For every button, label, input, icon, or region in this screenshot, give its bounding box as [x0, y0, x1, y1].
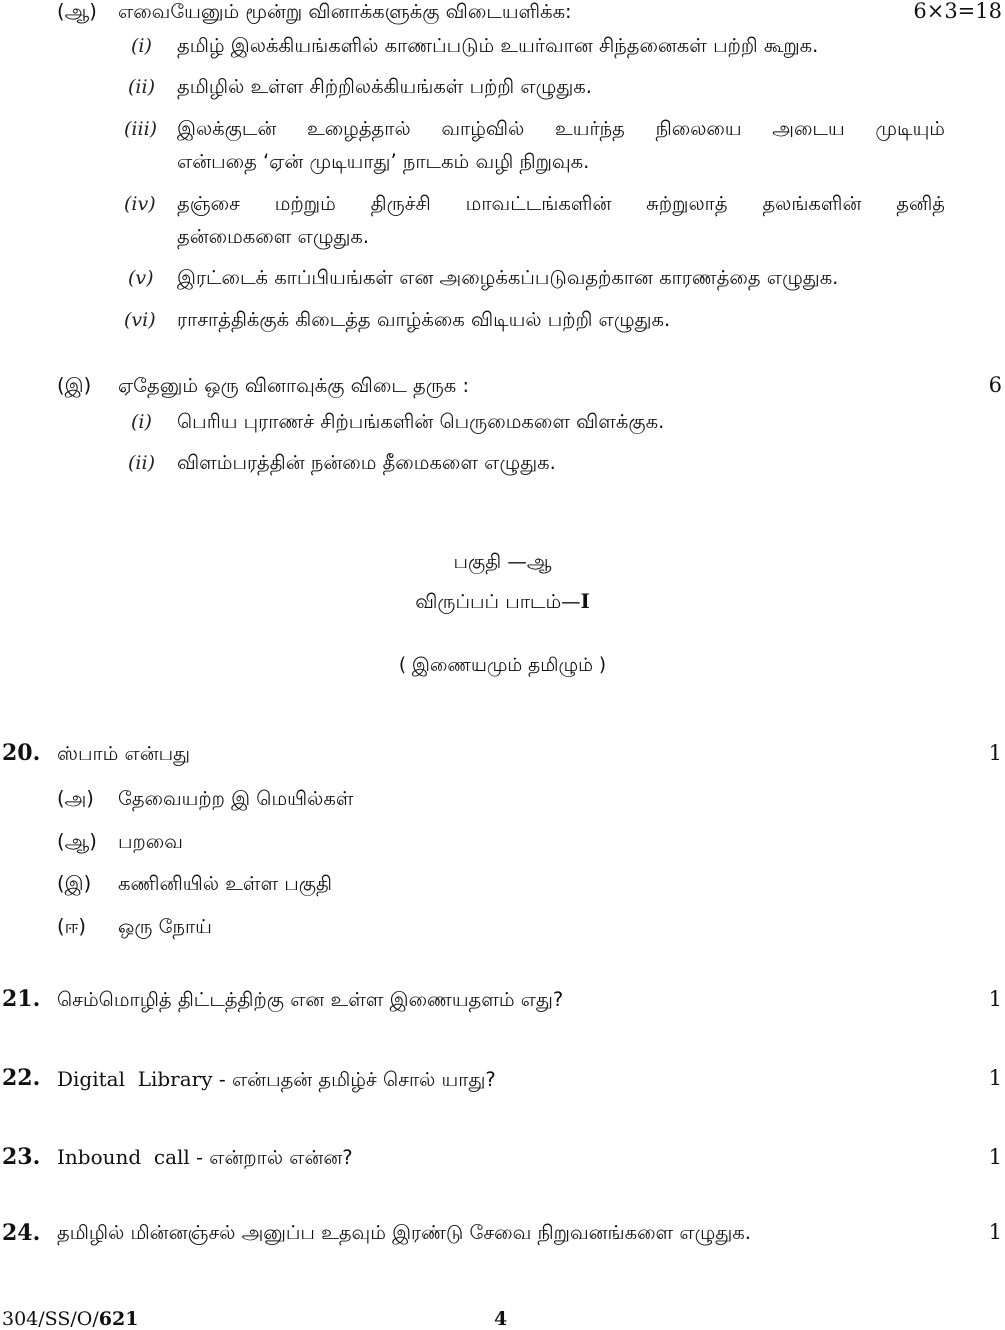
- item-number: (i): [131, 35, 152, 57]
- option-label: (ஆ): [57, 830, 97, 853]
- item-number: (ii): [128, 452, 155, 474]
- question-marks: 1: [988, 1220, 1002, 1244]
- section-instruction: ஏதேனும் ஒரு வினாவுக்கு விடை தருக :: [118, 374, 470, 397]
- question-marks: 1: [988, 1066, 1002, 1090]
- paper-code: [2, 1308, 138, 1330]
- question-marks: 1: [988, 1145, 1002, 1169]
- item-number: (vi): [124, 309, 156, 331]
- section-label: (ஆ): [57, 0, 97, 23]
- item-number: (iii): [124, 118, 158, 140]
- question-item: ராசாத்திக்குக் கிடைத்த வாழ்க்கை விடியல் பற்றி எழுதுக.: [177, 308, 671, 331]
- option-text: கணினியில் உள்ள பகுதி: [118, 872, 332, 895]
- question-item: பெரிய புராணச் சிற்பங்களின் பெருமைகளை விளக்குக.: [177, 410, 665, 433]
- option-text: தேவையற்ற இ மெயில்கள்: [118, 787, 354, 810]
- question-item-cont: தன்மைகளை எழுதுக.: [177, 225, 370, 248]
- question-item: தஞ்சை மற்றும் திருச்சி மாவட்டங்களின் சுற்றுலாத் தலங்களின் தனித்: [177, 192, 945, 215]
- item-number: (ii): [128, 76, 155, 98]
- question-item: இலக்குடன் உழைத்தால் வாழ்வில் உயர்ந்த நிலையை அடைய முடியும்: [177, 117, 945, 140]
- question-text-tamil: - என்றால் என்ன?: [189, 1146, 353, 1169]
- question-item: தமிழ் இலக்கியங்களில் காணப்படும் உயர்வான சிந்தனைகள் பற்றி கூறுக.: [177, 34, 819, 57]
- optional-prefix: விருப்பப் பாடம்—: [415, 590, 581, 613]
- item-number: (i): [131, 411, 152, 433]
- question-number: 24.: [2, 1220, 41, 1246]
- question-marks: 1: [988, 741, 1002, 765]
- question-item: தமிழில் உள்ள சிற்றிலக்கியங்கள் பற்றி எழுதுக.: [177, 75, 592, 98]
- option-label: (அ): [57, 787, 94, 810]
- optional-subject-title: [0, 590, 1005, 616]
- question-item: இரட்டைக் காப்பியங்கள் என அழைக்கப்படுவதற்கான காரணத்தை எழுதுக.: [177, 266, 839, 289]
- optional-roman: I: [580, 590, 590, 613]
- subject-name: ( இணையமும் தமிழும் ): [398, 655, 607, 676]
- question-item-cont: என்பதை ‘ஏன் முடியாது’ நாடகம் வழி நிறுவுக.: [177, 150, 590, 173]
- question-marks: 1: [988, 987, 1002, 1011]
- option-label: (இ): [57, 872, 92, 895]
- section-marks: 6: [988, 373, 1002, 397]
- question-text: ஸ்பாம் என்பது: [57, 742, 191, 765]
- part-title: பகுதி —ஆ: [453, 550, 552, 573]
- paper-code-prefix: 304/SS/O/: [2, 1308, 99, 1330]
- section-marks: 6×3=18: [913, 0, 1002, 23]
- question-text: தமிழில் மின்னஞ்சல் அனுப்ப உதவும் இரண்டு சேவை நிறுவனங்களை எழுதுக.: [57, 1221, 751, 1244]
- question-text-tamil: - என்பதன் தமிழ்ச் சொல் யாது?: [212, 1068, 496, 1091]
- option-text: பறவை: [118, 830, 183, 853]
- question-number: 23.: [2, 1144, 41, 1170]
- question-text-english: Inbound call: [57, 1145, 190, 1169]
- item-number: (v): [128, 267, 154, 289]
- question-text-english: Digital Library: [57, 1067, 213, 1091]
- question-number: 21.: [2, 986, 41, 1012]
- question-text: [57, 1067, 496, 1094]
- option-label: (ஈ): [57, 915, 86, 938]
- paper-code-number: 621: [98, 1308, 139, 1330]
- question-number: 22.: [2, 1065, 41, 1091]
- option-text: ஒரு நோய்: [118, 915, 212, 938]
- section-instruction: எவையேனும் மூன்று வினாக்களுக்கு விடையளிக்க:: [118, 0, 572, 23]
- question-text: [57, 1145, 353, 1172]
- page-number: 4: [494, 1308, 508, 1330]
- section-label: (இ): [57, 374, 92, 397]
- question-number: 20.: [2, 740, 41, 766]
- question-item: விளம்பரத்தின் நன்மை தீமைகளை எழுதுக.: [177, 451, 556, 474]
- question-text: செம்மொழித் திட்டத்திற்கு என உள்ள இணையதளம் எது?: [57, 988, 564, 1011]
- item-number: (iv): [124, 193, 156, 215]
